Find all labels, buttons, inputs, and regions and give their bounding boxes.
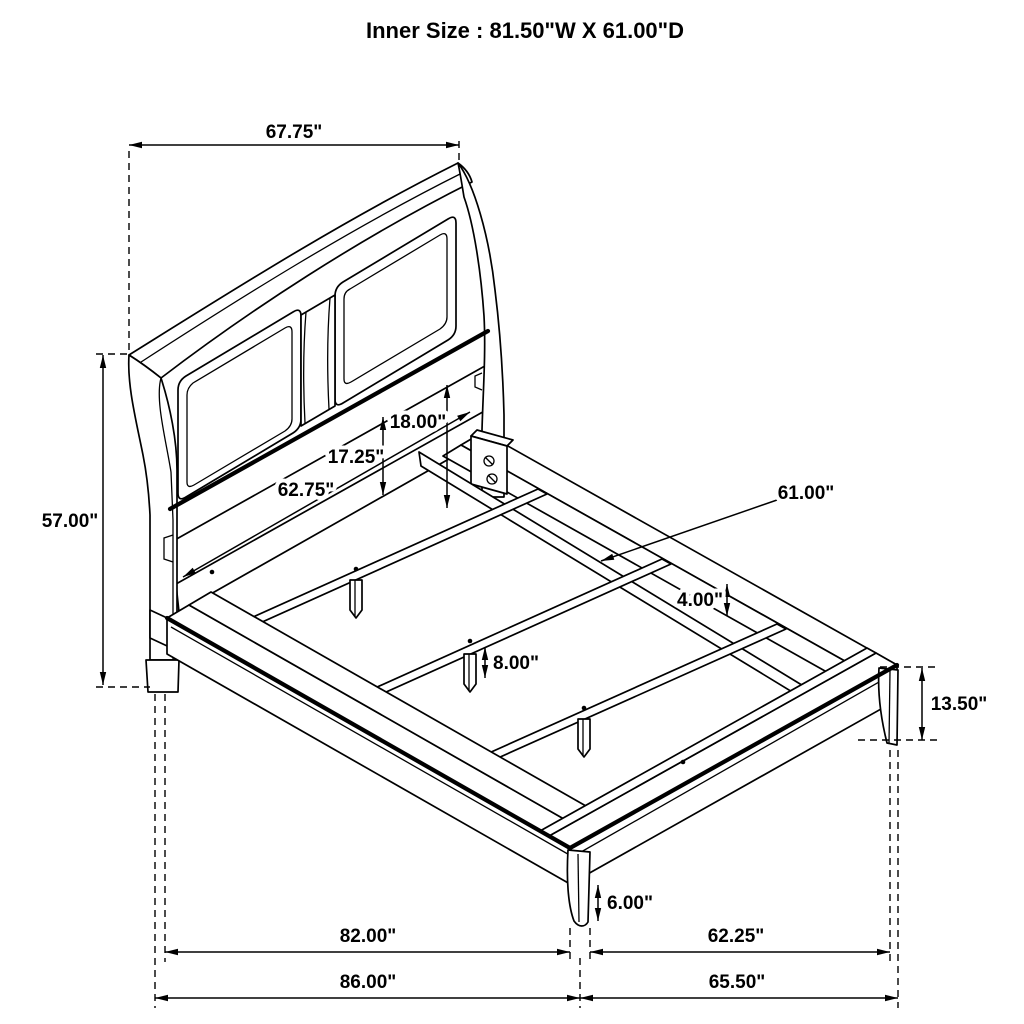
dim-label-inner-width-front: 62.25": [707, 926, 765, 947]
left-rail-cleat: [189, 592, 614, 835]
dim-label-inner-length: 82.00": [339, 926, 397, 947]
dim-label-headboard-width: 67.75": [265, 122, 323, 143]
screw-dot-stretcher: [210, 570, 215, 575]
slat-leg-1: [350, 580, 362, 618]
slat-2: [366, 559, 671, 697]
headboard-left-post-foot: [146, 660, 179, 692]
footboard-shadow-edge: [570, 665, 897, 848]
page-title: Inner Size : 81.50"W X 61.00"D: [366, 18, 684, 43]
slat-leg-2: [464, 654, 476, 692]
right-rail-top-face: [461, 432, 897, 678]
slat-1: [242, 489, 547, 627]
dim-label-headboard-lower-height: 17.25": [327, 447, 385, 468]
dim-label-overall-width: 65.50": [708, 972, 766, 993]
dim-label-headboard-height: 57.00": [41, 511, 99, 532]
bed-drawing: [129, 163, 898, 926]
dim-label-overall-length: 86.00": [339, 972, 397, 993]
dimension-annotations: [42, 122, 988, 1008]
slat-leg-3: [578, 719, 590, 757]
screw-dot-slat-3: [582, 706, 587, 711]
dim-label-slat-rail-thickness: 4.00": [677, 590, 723, 611]
dim-label-slat-leg-height: 8.00": [493, 653, 539, 674]
rail-bracket-face: [471, 436, 507, 494]
dim-label-slat-length: 61.00": [777, 483, 835, 504]
screw-dot-slat-1: [354, 567, 359, 572]
center-support-rail: [419, 452, 812, 704]
dim-label-footboard-corner-height: 13.50": [930, 694, 988, 715]
headboard-right-post-notch: [475, 373, 482, 390]
footboard-top-face: [549, 653, 897, 848]
dim-label-front-leg-height: 6.00": [607, 893, 653, 914]
screw-dot-slat-2: [468, 639, 473, 644]
right-corner-leg: [879, 668, 898, 745]
dim-label-headboard-rail-height: 18.00": [389, 412, 447, 433]
screw-dot-footboard: [681, 760, 686, 765]
left-rail-top-face: [167, 605, 592, 848]
dim-label-headboard-panel-width: 62.75": [277, 480, 335, 501]
